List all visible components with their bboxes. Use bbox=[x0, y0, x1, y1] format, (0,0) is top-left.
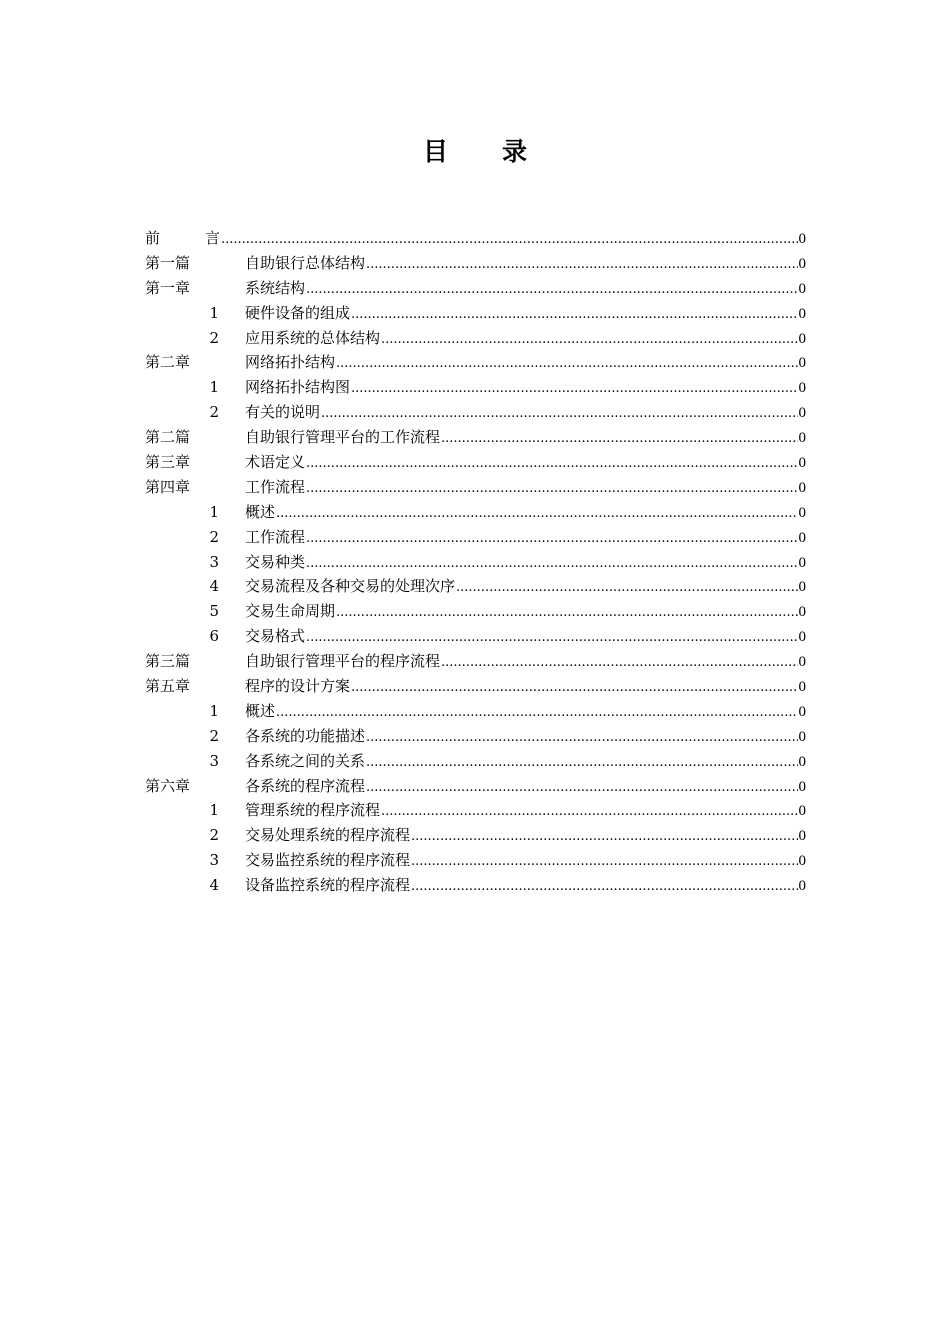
toc-page-number: 0 bbox=[798, 853, 806, 870]
leader-dots bbox=[411, 825, 797, 850]
toc-entry[interactable] bbox=[145, 375, 806, 400]
toc-entry[interactable] bbox=[145, 301, 806, 326]
toc-page-number: 0 bbox=[798, 330, 806, 347]
toc-entry-title: 术语定义 bbox=[245, 453, 306, 472]
toc-page-number: 0 bbox=[798, 504, 806, 521]
toc-entry-preface[interactable] bbox=[145, 226, 806, 251]
toc-entry-label: 4 bbox=[209, 577, 219, 596]
toc-entry[interactable] bbox=[145, 649, 806, 674]
leader-dots bbox=[306, 452, 797, 477]
leader-dots bbox=[351, 303, 797, 328]
table-of-contents bbox=[145, 226, 806, 898]
toc-entry-title: 交易监控系统的程序流程 bbox=[245, 851, 411, 870]
toc-entry-label: 第三篇 bbox=[145, 652, 191, 671]
toc-entry[interactable] bbox=[145, 823, 806, 848]
toc-entry[interactable] bbox=[145, 798, 806, 823]
toc-entry-label: 1 bbox=[209, 378, 219, 397]
toc-entry-label: 3 bbox=[209, 851, 219, 870]
toc-entry[interactable] bbox=[145, 674, 806, 699]
toc-page-number: 0 bbox=[798, 380, 806, 397]
toc-entry-label: 第二章 bbox=[145, 353, 191, 372]
toc-entry[interactable] bbox=[145, 599, 806, 624]
leader-dots bbox=[411, 850, 797, 875]
toc-entry-label: 1 bbox=[209, 701, 219, 720]
toc-entry-title: 自助银行管理平台的工作流程 bbox=[245, 428, 441, 447]
toc-entry-title: 自助银行总体结构 bbox=[245, 253, 366, 272]
toc-entry-label: 2 bbox=[209, 403, 219, 422]
toc-page-number: 0 bbox=[798, 355, 806, 372]
leader-dots bbox=[411, 875, 797, 900]
toc-entry-label: 1 bbox=[209, 502, 219, 521]
toc-entry[interactable] bbox=[145, 425, 806, 450]
toc-entry-label: 1 bbox=[209, 801, 219, 820]
toc-entry-title: 各系统之间的关系 bbox=[245, 751, 366, 770]
toc-entry-title: 硬件设备的组成 bbox=[245, 303, 351, 322]
toc-entry-label: 第一章 bbox=[145, 278, 191, 297]
toc-entry-label: 2 bbox=[209, 826, 219, 845]
leader-dots bbox=[306, 278, 797, 303]
toc-entry-label: 3 bbox=[209, 751, 219, 770]
toc-entry-label: 3 bbox=[209, 552, 219, 571]
toc-entry-title: 工作流程 bbox=[245, 527, 306, 546]
toc-entry[interactable] bbox=[145, 873, 806, 898]
toc-page-number: 0 bbox=[798, 455, 806, 472]
toc-entry-label: 2 bbox=[209, 726, 219, 745]
toc-entry-label: 4 bbox=[209, 876, 219, 895]
leader-dots bbox=[321, 402, 797, 427]
toc-page-number: 0 bbox=[798, 878, 806, 895]
toc-page-number: 0 bbox=[798, 405, 806, 422]
toc-entry[interactable] bbox=[145, 624, 806, 649]
toc-entry[interactable] bbox=[145, 699, 806, 724]
leader-dots bbox=[441, 427, 797, 452]
leader-dots bbox=[366, 726, 797, 751]
leader-dots bbox=[221, 228, 798, 253]
leader-dots bbox=[366, 253, 797, 278]
toc-entry[interactable] bbox=[145, 326, 806, 351]
toc-entry-label: 第一篇 bbox=[145, 253, 191, 272]
toc-page-number: 0 bbox=[798, 430, 806, 447]
toc-entry-title: 各系统的程序流程 bbox=[245, 776, 366, 795]
leader-dots bbox=[381, 800, 797, 825]
toc-entry-title: 交易流程及各种交易的处理次序 bbox=[245, 577, 456, 596]
leader-dots bbox=[306, 527, 797, 552]
toc-entry-title: 应用系统的总体结构 bbox=[245, 328, 381, 347]
toc-page-number: 0 bbox=[798, 753, 806, 770]
toc-entry-title: 概述 bbox=[245, 701, 276, 720]
toc-entry-title: 交易处理系统的程序流程 bbox=[245, 826, 411, 845]
toc-page-number: 0 bbox=[798, 629, 806, 646]
toc-entry-label: 第四章 bbox=[145, 477, 191, 496]
toc-page-number: 0 bbox=[798, 679, 806, 696]
title-char-1: 目 bbox=[422, 137, 448, 166]
toc-entry-title: 交易格式 bbox=[245, 627, 306, 646]
toc-page-number: 0 bbox=[798, 280, 806, 297]
toc-entry-label: 第二篇 bbox=[145, 428, 191, 447]
toc-entry-title: 程序的设计方案 bbox=[245, 677, 351, 696]
toc-entry[interactable] bbox=[145, 276, 806, 301]
toc-entry-title: 交易种类 bbox=[245, 552, 306, 571]
toc-page-number: 0 bbox=[798, 654, 806, 671]
toc-entry[interactable] bbox=[145, 550, 806, 575]
toc-page-number: 0 bbox=[798, 778, 806, 795]
toc-entry-title: 交易生命周期 bbox=[245, 602, 336, 621]
page-title bbox=[0, 132, 950, 168]
leader-dots bbox=[306, 626, 797, 651]
leader-dots bbox=[441, 651, 797, 676]
leader-dots bbox=[366, 776, 797, 801]
toc-entry[interactable] bbox=[145, 848, 806, 873]
title-char-2: 录 bbox=[502, 137, 528, 166]
leader-dots bbox=[381, 328, 797, 353]
toc-entry-label: 第五章 bbox=[145, 677, 191, 696]
leader-dots bbox=[336, 601, 797, 626]
toc-entry-label: 1 bbox=[209, 303, 219, 322]
preface-label: 前 言 bbox=[145, 229, 220, 247]
toc-page-number: 0 bbox=[798, 529, 806, 546]
leader-dots bbox=[306, 477, 797, 502]
toc-entry-title: 工作流程 bbox=[245, 477, 306, 496]
leader-dots bbox=[336, 352, 797, 377]
toc-entry[interactable] bbox=[145, 774, 806, 799]
toc-entry-label: 6 bbox=[209, 627, 219, 646]
toc-page-number: 0 bbox=[798, 231, 806, 247]
toc-entry-title: 设备监控系统的程序流程 bbox=[245, 876, 411, 895]
toc-page-number: 0 bbox=[798, 579, 806, 596]
toc-entry-label: 第六章 bbox=[145, 776, 191, 795]
toc-page-number: 0 bbox=[798, 803, 806, 820]
toc-page-number: 0 bbox=[798, 479, 806, 496]
toc-entry-title: 概述 bbox=[245, 502, 276, 521]
toc-entry[interactable] bbox=[145, 350, 806, 375]
toc-entry-label: 2 bbox=[209, 527, 219, 546]
toc-page-number: 0 bbox=[798, 604, 806, 621]
toc-entry-title: 管理系统的程序流程 bbox=[245, 801, 381, 820]
toc-page-number: 0 bbox=[798, 703, 806, 720]
leader-dots bbox=[351, 676, 797, 701]
toc-entry[interactable] bbox=[145, 475, 806, 500]
toc-page-number: 0 bbox=[798, 255, 806, 272]
toc-entry[interactable] bbox=[145, 500, 806, 525]
toc-entry-title: 网络拓扑结构图 bbox=[245, 378, 351, 397]
toc-entry[interactable] bbox=[145, 251, 806, 276]
toc-entry-label: 第三章 bbox=[145, 453, 191, 472]
leader-dots bbox=[456, 576, 797, 601]
toc-entry-title: 系统结构 bbox=[245, 278, 306, 297]
toc-entry-title: 网络拓扑结构 bbox=[245, 353, 336, 372]
leader-dots bbox=[276, 502, 797, 527]
toc-entry[interactable] bbox=[145, 400, 806, 425]
toc-entry-title: 各系统的功能描述 bbox=[245, 726, 366, 745]
toc-entry-title: 有关的说明 bbox=[245, 403, 321, 422]
toc-entry-title: 自助银行管理平台的程序流程 bbox=[245, 652, 441, 671]
leader-dots bbox=[276, 701, 797, 726]
leader-dots bbox=[366, 751, 797, 776]
toc-entry-label: 2 bbox=[209, 328, 219, 347]
toc-entry[interactable] bbox=[145, 574, 806, 599]
toc-page-number: 0 bbox=[798, 828, 806, 845]
toc-page-number: 0 bbox=[798, 554, 806, 571]
leader-dots bbox=[351, 377, 797, 402]
toc-entry[interactable] bbox=[145, 450, 806, 475]
toc-entry[interactable] bbox=[145, 724, 806, 749]
leader-dots bbox=[306, 552, 797, 577]
toc-entry[interactable] bbox=[145, 525, 806, 550]
toc-entry[interactable] bbox=[145, 749, 806, 774]
toc-entry-label: 5 bbox=[209, 602, 219, 621]
toc-page-number: 0 bbox=[798, 728, 806, 745]
toc-page-number: 0 bbox=[798, 305, 806, 322]
